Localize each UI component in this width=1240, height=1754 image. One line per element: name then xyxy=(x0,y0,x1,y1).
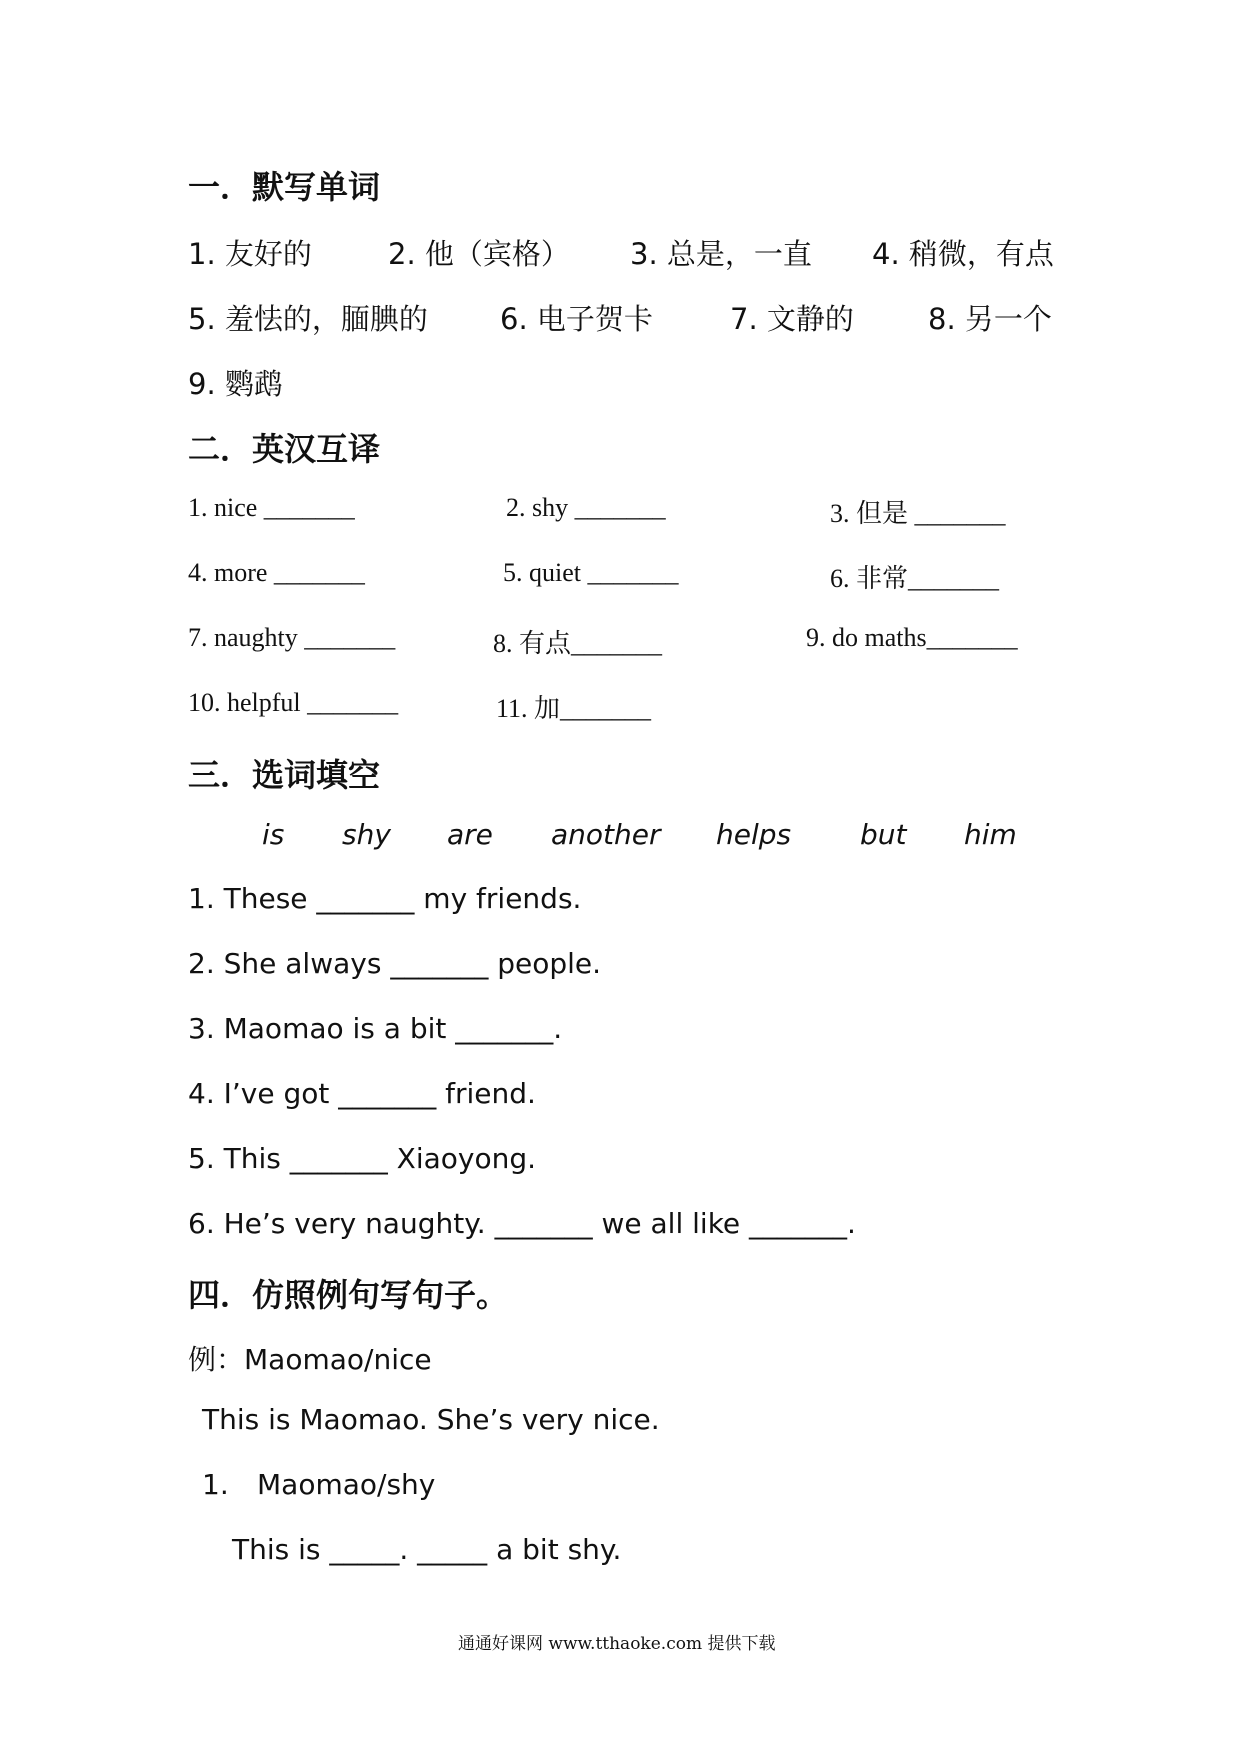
section-1-title: 一．默写单词 xyxy=(188,168,381,206)
s1-item-9: 9. 鹦鹉 xyxy=(188,367,283,401)
s3-item-3: 3. Maomao is a bit _______. xyxy=(188,1012,563,1045)
word-bank-is: is xyxy=(262,818,285,851)
section-4-title: 四．仿照例句写句子。 xyxy=(188,1276,509,1314)
s2-item-10: 10. helpful _______ xyxy=(188,688,399,717)
s3-item-6: 6. He’s very naughty. _______ we all like _______. xyxy=(188,1207,856,1240)
q1-answer: This is _____. _____ a bit shy. xyxy=(232,1533,622,1566)
s1-item-4: 4. 稍微，有点 xyxy=(872,237,1054,271)
example-answer: This is Maomao. She’s very nice. xyxy=(202,1403,660,1436)
s2-item-8: 8. 有点_______ xyxy=(493,629,663,658)
s3-item-5: 5. This _______ Xiaoyong. xyxy=(188,1142,537,1175)
s1-item-3: 3. 总是，一直 xyxy=(630,237,812,271)
word-bank-another: another xyxy=(551,818,661,851)
s1-item-5: 5. 羞怯的，腼腆的 xyxy=(188,302,428,336)
section-2-title: 二．英汉互译 xyxy=(188,430,381,468)
s3-item-1: 1. These _______ my friends. xyxy=(188,882,582,915)
s2-item-11: 11. 加_______ xyxy=(496,694,652,723)
word-bank-him: him xyxy=(964,818,1017,851)
section-3-title: 三．选词填空 xyxy=(188,756,381,794)
s2-item-1: 1. nice _______ xyxy=(188,493,355,522)
q1-prompt: Maomao/shy xyxy=(257,1468,436,1501)
s2-item-2: 2. shy _______ xyxy=(506,493,666,522)
example-prompt: 例：Maomao/nice xyxy=(188,1343,432,1376)
q1-number: 1. xyxy=(202,1468,229,1501)
s1-item-6: 6. 电子贺卡 xyxy=(500,302,653,336)
s1-item-2: 2. 他（宾格） xyxy=(388,237,570,271)
word-bank-but: but xyxy=(860,818,907,851)
word-bank-shy: shy xyxy=(342,818,391,851)
page-footer: 通通好课网 www.tthaoke.com 提供下载 xyxy=(458,1634,776,1654)
s2-item-6: 6. 非常_______ xyxy=(830,564,1000,593)
s1-item-7: 7. 文静的 xyxy=(730,302,854,336)
s2-item-9: 9. do maths_______ xyxy=(806,623,1018,652)
s2-item-4: 4. more _______ xyxy=(188,558,365,587)
word-bank-helps: helps xyxy=(716,818,792,851)
s2-item-7: 7. naughty _______ xyxy=(188,623,396,652)
s1-item-8: 8. 另一个 xyxy=(928,302,1052,336)
s2-item-5: 5. quiet _______ xyxy=(503,558,679,587)
s2-item-3: 3. 但是 _______ xyxy=(830,499,1006,528)
word-bank-are: are xyxy=(447,818,493,851)
s3-item-2: 2. She always _______ people. xyxy=(188,947,602,980)
s1-item-1: 1. 友好的 xyxy=(188,237,312,271)
s3-item-4: 4. I’ve got _______ friend. xyxy=(188,1077,536,1110)
